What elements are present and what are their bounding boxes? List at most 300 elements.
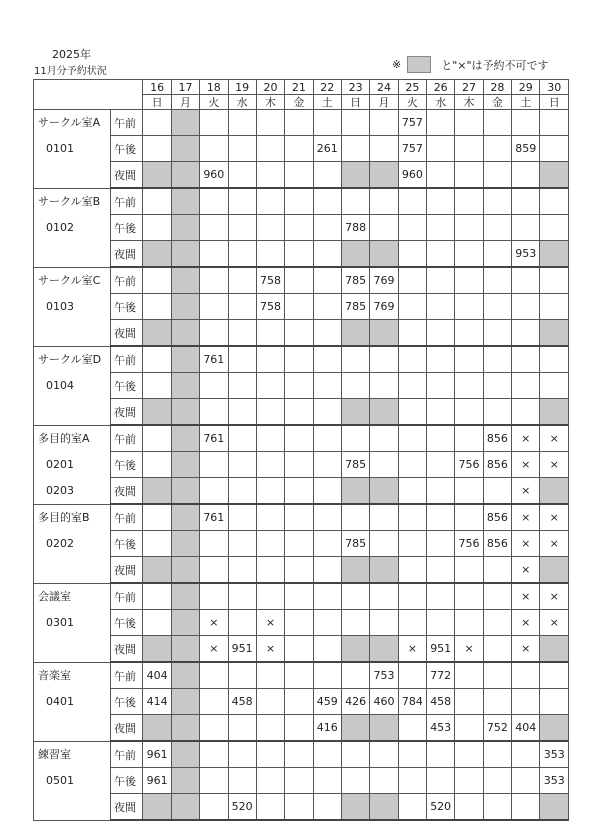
unavailable-cell (370, 320, 398, 347)
reservation-cell (143, 425, 171, 452)
reservation-cell: 769 (370, 267, 398, 294)
reservation-cell (540, 662, 569, 689)
room-name-cell (34, 741, 111, 820)
room-name-cell (34, 188, 111, 267)
reservation-cell (483, 241, 511, 268)
reservation-cell: 856 (483, 452, 511, 478)
reservation-cell (398, 715, 426, 742)
reservation-cell (285, 689, 313, 715)
reservation-cell (398, 215, 426, 241)
unavailable-cell (171, 662, 199, 689)
reservation-cell (483, 768, 511, 794)
table-row (34, 715, 569, 742)
unavailable-cell (341, 320, 369, 347)
reservation-cell (256, 215, 284, 241)
time-slot-label: 午後 (111, 294, 143, 320)
page-subtitle: 11月分予約状況 (34, 66, 107, 77)
reservation-cell: × (540, 610, 569, 636)
reservation-cell: × (540, 531, 569, 557)
reservation-cell (313, 557, 341, 584)
reservation-cell (313, 452, 341, 478)
room-name: 多目的室A (38, 431, 90, 445)
reservation-cell (398, 794, 426, 821)
reservation-cell (256, 399, 284, 426)
room-name-cell (34, 425, 111, 504)
reservation-cell: 426 (341, 689, 369, 715)
reservation-cell: 353 (540, 741, 569, 768)
reservation-cell (427, 320, 455, 347)
reservation-cell (370, 452, 398, 478)
time-slot-label: 夜間 (111, 557, 143, 584)
reservation-cell (285, 188, 313, 215)
reservation-cell (398, 610, 426, 636)
unavailable-cell (143, 636, 171, 663)
reservation-cell (398, 504, 426, 531)
reservation-cell (341, 425, 369, 452)
unavailable-cell (171, 215, 199, 241)
time-slot-label: 午前 (111, 188, 143, 215)
weekday-label: 木 (455, 95, 483, 110)
reservation-cell (200, 188, 228, 215)
reservation-cell (483, 294, 511, 320)
weekday-label: 金 (285, 95, 313, 110)
reservation-cell (313, 399, 341, 426)
legend-mark: ※ (392, 58, 402, 71)
unavailable-cell (171, 478, 199, 505)
unavailable-cell (171, 768, 199, 794)
room-code: 0301 (46, 615, 74, 629)
reservation-cell (455, 425, 483, 452)
reservation-cell (483, 557, 511, 584)
reservation-cell (427, 110, 455, 136)
weekday-label: 木 (256, 95, 284, 110)
unavailable-cell (143, 162, 171, 189)
reservation-cell (341, 110, 369, 136)
unavailable-cell (171, 452, 199, 478)
room-name-cell (34, 504, 111, 583)
reservation-cell (313, 373, 341, 399)
reservation-cell (200, 741, 228, 768)
reservation-cell (285, 136, 313, 162)
reservation-cell (427, 741, 455, 768)
unavailable-cell (171, 636, 199, 663)
reservation-cell (143, 583, 171, 610)
reservation-cell (483, 346, 511, 373)
unavailable-cell (540, 478, 569, 505)
time-slot-label: 夜間 (111, 478, 143, 505)
reservation-cell (228, 346, 256, 373)
reservation-cell (313, 320, 341, 347)
reservation-cell (228, 162, 256, 189)
reservation-cell (512, 768, 540, 794)
day-number: 26 (427, 80, 455, 95)
reservation-cell: 416 (313, 715, 341, 742)
reservation-cell (285, 557, 313, 584)
unavailable-cell (171, 373, 199, 399)
table-row (34, 794, 569, 821)
room-code: 0101 (46, 142, 74, 155)
unavailable-cell (143, 715, 171, 742)
time-slot-label: 午前 (111, 583, 143, 610)
reservation-cell (228, 452, 256, 478)
reservation-cell (313, 478, 341, 505)
day-number: 30 (540, 80, 569, 95)
reservation-cell (427, 346, 455, 373)
unavailable-cell (171, 741, 199, 768)
reservation-cell (540, 689, 569, 715)
reservation-cell (285, 425, 313, 452)
reservation-cell: 769 (370, 294, 398, 320)
room-name-cell (34, 662, 111, 741)
reservation-cell (256, 583, 284, 610)
weekday-label: 水 (427, 95, 455, 110)
reservation-cell (228, 583, 256, 610)
unavailable-cell (370, 399, 398, 426)
reservation-cell (398, 267, 426, 294)
reservation-cell: × (512, 636, 540, 663)
reservation-cell (427, 215, 455, 241)
reservation-cell (200, 320, 228, 347)
reservation-cell (285, 373, 313, 399)
reservation-cell (313, 531, 341, 557)
reservation-cell (313, 241, 341, 268)
reservation-cell (285, 504, 313, 531)
unavailable-cell (540, 241, 569, 268)
reservation-cell (285, 162, 313, 189)
reservation-cell (512, 320, 540, 347)
unavailable-cell (143, 794, 171, 821)
time-slot-label: 夜間 (111, 162, 143, 189)
reservation-cell (256, 241, 284, 268)
reservation-cell (285, 320, 313, 347)
reservation-cell: 520 (427, 794, 455, 821)
reservation-cell (200, 215, 228, 241)
reservation-cell (228, 741, 256, 768)
weekday-label: 火 (398, 95, 426, 110)
unavailable-cell (370, 162, 398, 189)
reservation-cell (200, 399, 228, 426)
unavailable-cell (171, 715, 199, 742)
room-name: 練習室 (38, 747, 71, 761)
table-row (34, 504, 569, 531)
reservation-cell (200, 478, 228, 505)
table-row (34, 636, 569, 663)
reservation-cell: × (200, 610, 228, 636)
unavailable-cell (370, 715, 398, 742)
reservation-cell: 785 (341, 267, 369, 294)
reservation-cell (256, 531, 284, 557)
room-name: 音楽室 (38, 668, 71, 682)
reservation-cell (256, 110, 284, 136)
time-slot-label: 午後 (111, 215, 143, 241)
unavailable-cell (171, 162, 199, 189)
reservation-cell (228, 241, 256, 268)
reservation-cell (256, 768, 284, 794)
reservation-cell (398, 241, 426, 268)
reservation-cell (455, 162, 483, 189)
reservation-cell: 785 (341, 531, 369, 557)
unavailable-cell (171, 110, 199, 136)
reservation-cell (143, 136, 171, 162)
time-slot-label: 午前 (111, 504, 143, 531)
weekday-label: 金 (483, 95, 511, 110)
reservation-cell (313, 583, 341, 610)
reservation-table (33, 79, 569, 821)
reservation-cell (285, 452, 313, 478)
reservation-cell (200, 241, 228, 268)
reservation-cell: 453 (427, 715, 455, 742)
room-code: 0201 (46, 457, 74, 471)
reservation-cell (228, 425, 256, 452)
weekday-label: 月 (171, 95, 199, 110)
room-code: 0401 (46, 694, 74, 708)
reservation-cell: 951 (228, 636, 256, 663)
reservation-cell (427, 373, 455, 399)
reservation-cell: 761 (200, 425, 228, 452)
reservation-cell (313, 794, 341, 821)
time-slot-label: 午後 (111, 136, 143, 162)
unavailable-cell (341, 162, 369, 189)
reservation-cell: × (512, 452, 540, 478)
unavailable-cell (341, 241, 369, 268)
unavailable-cell (143, 241, 171, 268)
reservation-cell (285, 478, 313, 505)
reservation-cell (483, 320, 511, 347)
reservation-cell (256, 504, 284, 531)
reservation-cell (200, 294, 228, 320)
reservation-cell (427, 241, 455, 268)
reservation-cell: × (512, 531, 540, 557)
table-row (34, 215, 569, 241)
reservation-cell (370, 610, 398, 636)
weekday-label: 土 (313, 95, 341, 110)
table-row (34, 662, 569, 689)
table-row (34, 768, 569, 794)
reservation-cell (256, 715, 284, 742)
table-row (34, 741, 569, 768)
time-slot-label: 午後 (111, 610, 143, 636)
reservation-cell (455, 346, 483, 373)
reservation-cell (143, 188, 171, 215)
day-number: 16 (143, 80, 171, 95)
reservation-cell (427, 452, 455, 478)
reservation-cell (370, 531, 398, 557)
room-code: 0202 (46, 536, 74, 550)
reservation-cell (398, 320, 426, 347)
unavailable-cell (171, 188, 199, 215)
reservation-cell: 757 (398, 136, 426, 162)
reservation-cell (200, 715, 228, 742)
reservation-cell (398, 531, 426, 557)
reservation-cell (398, 188, 426, 215)
table-row (34, 610, 569, 636)
day-number: 27 (455, 80, 483, 95)
reservation-cell: 856 (483, 531, 511, 557)
weekday-label: 日 (143, 95, 171, 110)
time-slot-label: 夜間 (111, 636, 143, 663)
reservation-cell (398, 478, 426, 505)
reservation-cell: 752 (483, 715, 511, 742)
reservation-cell (341, 662, 369, 689)
reservation-cell (285, 215, 313, 241)
reservation-cell (455, 478, 483, 505)
reservation-cell (483, 478, 511, 505)
reservation-cell (370, 136, 398, 162)
reservation-cell (512, 346, 540, 373)
reservation-cell (228, 662, 256, 689)
room-name-cell (34, 346, 111, 425)
time-slot-label: 午後 (111, 768, 143, 794)
reservation-cell: 961 (143, 741, 171, 768)
unavailable-cell (171, 583, 199, 610)
reservation-cell (200, 768, 228, 794)
reservation-cell: 404 (143, 662, 171, 689)
room-name: サークル室B (38, 194, 101, 208)
reservation-cell: 460 (370, 689, 398, 715)
reservation-cell (398, 373, 426, 399)
reservation-cell (228, 136, 256, 162)
unavailable-cell (370, 636, 398, 663)
table-row (34, 689, 569, 715)
reservation-cell: 859 (512, 136, 540, 162)
reservation-cell (455, 110, 483, 136)
reservation-cell: × (512, 425, 540, 452)
reservation-cell (398, 425, 426, 452)
reservation-cell (228, 399, 256, 426)
reservation-cell (455, 320, 483, 347)
weekday-label: 日 (540, 95, 569, 110)
reservation-cell (398, 452, 426, 478)
unavailable-cell (171, 346, 199, 373)
reservation-cell (540, 346, 569, 373)
unavailable-cell (370, 478, 398, 505)
reservation-cell: 856 (483, 425, 511, 452)
unavailable-cell (540, 636, 569, 663)
reservation-cell (256, 689, 284, 715)
reservation-cell (143, 610, 171, 636)
reservation-cell (455, 741, 483, 768)
reservation-cell: × (512, 583, 540, 610)
reservation-cell: 761 (200, 504, 228, 531)
reservation-cell (540, 215, 569, 241)
room-code: 0103 (46, 299, 74, 313)
reservation-cell (228, 373, 256, 399)
reservation-cell (483, 373, 511, 399)
unavailable-cell (171, 425, 199, 452)
room-code: 0104 (46, 378, 74, 392)
reservation-cell: × (512, 504, 540, 531)
reservation-cell (143, 504, 171, 531)
reservation-cell (313, 768, 341, 794)
reservation-cell: 756 (455, 452, 483, 478)
reservation-cell (228, 110, 256, 136)
reservation-cell: 414 (143, 689, 171, 715)
unavailable-cell (171, 320, 199, 347)
reservation-cell (200, 531, 228, 557)
reservation-cell (256, 425, 284, 452)
reservation-cell (370, 425, 398, 452)
reservation-cell (398, 583, 426, 610)
reservation-cell (540, 136, 569, 162)
unavailable-cell (171, 294, 199, 320)
time-slot-label: 午前 (111, 425, 143, 452)
reservation-cell: × (540, 425, 569, 452)
reservation-cell: 856 (483, 504, 511, 531)
reservation-cell: × (256, 636, 284, 663)
reservation-cell (427, 478, 455, 505)
reservation-cell (313, 346, 341, 373)
reservation-cell (228, 478, 256, 505)
reservation-cell (228, 715, 256, 742)
unavailable-cell (341, 715, 369, 742)
table-row (34, 583, 569, 610)
reservation-cell (455, 136, 483, 162)
reservation-cell (540, 294, 569, 320)
reservation-cell (256, 320, 284, 347)
table-row (34, 399, 569, 426)
reservation-cell (285, 531, 313, 557)
reservation-cell (398, 662, 426, 689)
reservation-cell (455, 557, 483, 584)
reservation-cell (256, 794, 284, 821)
reservation-cell (512, 662, 540, 689)
day-number: 24 (370, 80, 398, 95)
reservation-cell (483, 610, 511, 636)
table-row (34, 373, 569, 399)
reservation-cell: × (540, 583, 569, 610)
reservation-cell (285, 267, 313, 294)
table-row (34, 241, 569, 268)
reservation-cell: 772 (427, 662, 455, 689)
reservation-cell (228, 188, 256, 215)
reservation-cell (512, 215, 540, 241)
reservation-cell (200, 452, 228, 478)
unavailable-cell (171, 689, 199, 715)
reservation-cell (398, 346, 426, 373)
day-number: 19 (228, 80, 256, 95)
unavailable-cell (540, 399, 569, 426)
reservation-cell (370, 110, 398, 136)
day-number: 29 (512, 80, 540, 95)
time-slot-label: 午前 (111, 741, 143, 768)
table-row (34, 478, 569, 505)
legend (392, 56, 549, 73)
reservation-cell (455, 399, 483, 426)
unavailable-cell (171, 794, 199, 821)
day-number: 20 (256, 80, 284, 95)
table-row (34, 320, 569, 347)
reservation-cell (483, 188, 511, 215)
reservation-cell (200, 662, 228, 689)
reservation-cell: 520 (228, 794, 256, 821)
reservation-cell: 785 (341, 452, 369, 478)
time-slot-label: 夜間 (111, 399, 143, 426)
reservation-cell (483, 215, 511, 241)
reservation-cell (427, 583, 455, 610)
reservation-cell (228, 610, 256, 636)
table-row (34, 188, 569, 215)
unavailable-cell (341, 478, 369, 505)
reservation-cell (512, 188, 540, 215)
reservation-cell (285, 715, 313, 742)
reservation-cell: 753 (370, 662, 398, 689)
reservation-cell (483, 583, 511, 610)
reservation-cell (455, 241, 483, 268)
reservation-cell: 961 (143, 768, 171, 794)
reservation-cell (341, 741, 369, 768)
reservation-cell (512, 294, 540, 320)
reservation-cell (483, 267, 511, 294)
